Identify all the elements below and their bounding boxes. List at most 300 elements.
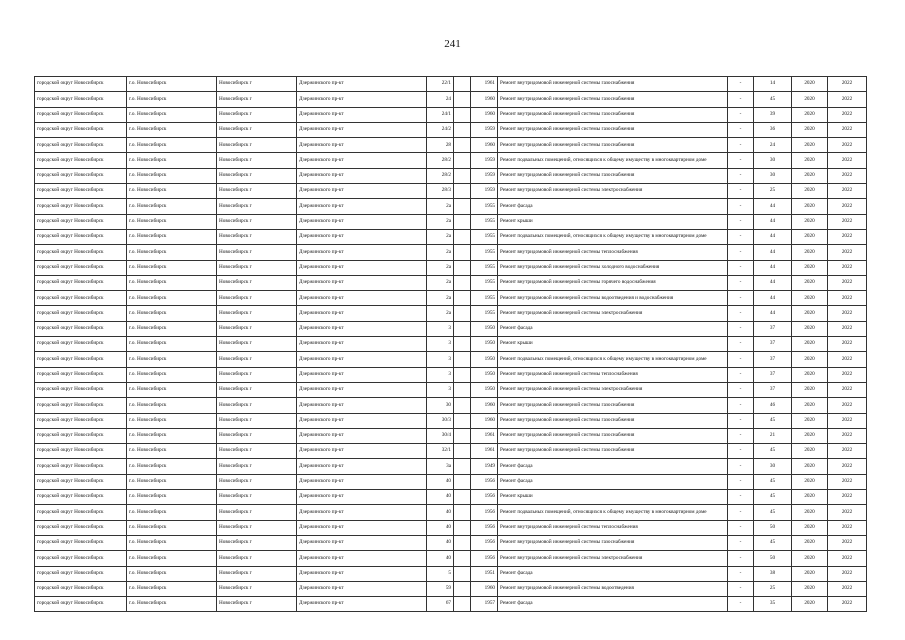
municipality-cell: городской округ Новосибирск	[35, 214, 127, 229]
end-year-cell: 2022	[828, 398, 867, 413]
locality-cell: Новосибирск г	[217, 474, 297, 489]
street-cell: Дзержинского пр-кт	[297, 382, 427, 397]
start-year-cell: 2020	[792, 321, 828, 336]
count-cell: 39	[754, 107, 792, 122]
dash-cell: -	[728, 107, 754, 122]
municipality-cell: городской округ Новосибирск	[35, 352, 127, 367]
house-number-cell: 24	[427, 92, 454, 107]
start-year-cell: 2020	[792, 138, 828, 153]
work-type-cell: Ремонт подвальных помещений, относящихся к общему имуществу в многоквартирном доме	[498, 505, 728, 520]
end-year-cell: 2022	[828, 306, 867, 321]
settlement-cell: г.о. Новосибирск	[127, 566, 217, 581]
year-built-cell: 1960	[471, 138, 498, 153]
dash-cell: -	[728, 428, 754, 443]
locality-cell: Новосибирск г	[217, 199, 297, 214]
end-year-cell: 2022	[828, 153, 867, 168]
municipality-cell: городской округ Новосибирск	[35, 505, 127, 520]
year-built-cell: 1960	[471, 92, 498, 107]
work-type-cell: Ремонт фасада	[498, 597, 728, 612]
year-built-cell: 1950	[471, 352, 498, 367]
settlement-cell: г.о. Новосибирск	[127, 352, 217, 367]
dash-cell: -	[728, 199, 754, 214]
house-number-cell: 2а	[427, 199, 454, 214]
building-cell	[454, 229, 471, 244]
count-cell: 44	[754, 260, 792, 275]
dash-cell: -	[728, 214, 754, 229]
street-cell: Дзержинского пр-кт	[297, 535, 427, 550]
locality-cell: Новосибирск г	[217, 367, 297, 382]
table-row	[35, 505, 867, 520]
street-cell: Дзержинского пр-кт	[297, 199, 427, 214]
house-number-cell: 24/2	[427, 122, 454, 137]
start-year-cell: 2020	[792, 352, 828, 367]
settlement-cell: г.о. Новосибирск	[127, 229, 217, 244]
count-cell: 30	[754, 153, 792, 168]
street-cell: Дзержинского пр-кт	[297, 444, 427, 459]
count-cell: 45	[754, 92, 792, 107]
year-built-cell: 1960	[471, 413, 498, 428]
building-cell	[454, 199, 471, 214]
count-cell: 45	[754, 474, 792, 489]
municipality-cell: городской округ Новосибирск	[35, 367, 127, 382]
settlement-cell: г.о. Новосибирск	[127, 245, 217, 260]
municipality-cell: городской округ Новосибирск	[35, 490, 127, 505]
end-year-cell: 2022	[828, 214, 867, 229]
end-year-cell: 2022	[828, 199, 867, 214]
count-cell: 44	[754, 214, 792, 229]
municipality-cell: городской округ Новосибирск	[35, 138, 127, 153]
work-type-cell: Ремонт фасада	[498, 459, 728, 474]
table-row	[35, 382, 867, 397]
house-number-cell: 3	[427, 367, 454, 382]
count-cell: 44	[754, 291, 792, 306]
table-row	[35, 566, 867, 581]
locality-cell: Новосибирск г	[217, 107, 297, 122]
house-number-cell: 3	[427, 382, 454, 397]
locality-cell: Новосибирск г	[217, 505, 297, 520]
end-year-cell: 2022	[828, 291, 867, 306]
house-number-cell: 30/4	[427, 428, 454, 443]
building-cell	[454, 551, 471, 566]
locality-cell: Новосибирск г	[217, 352, 297, 367]
building-cell	[454, 398, 471, 413]
count-cell: 25	[754, 184, 792, 199]
end-year-cell: 2022	[828, 122, 867, 137]
locality-cell: Новосибирск г	[217, 138, 297, 153]
work-type-cell: Ремонт подвальных помещений, относящихся к общему имуществу в многоквартирном доме	[498, 153, 728, 168]
end-year-cell: 2022	[828, 138, 867, 153]
year-built-cell: 1960	[471, 398, 498, 413]
dash-cell: -	[728, 352, 754, 367]
building-cell	[454, 337, 471, 352]
year-built-cell: 1955	[471, 306, 498, 321]
count-cell: 44	[754, 229, 792, 244]
year-built-cell: 1956	[471, 520, 498, 535]
street-cell: Дзержинского пр-кт	[297, 275, 427, 290]
table-row	[35, 474, 867, 489]
street-cell: Дзержинского пр-кт	[297, 566, 427, 581]
building-cell	[454, 153, 471, 168]
locality-cell: Новосибирск г	[217, 321, 297, 336]
settlement-cell: г.о. Новосибирск	[127, 306, 217, 321]
house-number-cell: 3а	[427, 459, 454, 474]
street-cell: Дзержинского пр-кт	[297, 229, 427, 244]
house-number-cell: 40	[427, 505, 454, 520]
locality-cell: Новосибирск г	[217, 428, 297, 443]
end-year-cell: 2022	[828, 505, 867, 520]
municipality-cell: городской округ Новосибирск	[35, 597, 127, 612]
table-row	[35, 214, 867, 229]
start-year-cell: 2020	[792, 245, 828, 260]
work-type-cell: Ремонт внутридомовой инженерной системы газоснабжения	[498, 107, 728, 122]
dash-cell: -	[728, 184, 754, 199]
end-year-cell: 2022	[828, 428, 867, 443]
settlement-cell: г.о. Новосибирск	[127, 367, 217, 382]
dash-cell: -	[728, 367, 754, 382]
work-type-cell: Ремонт внутридомовой инженерной системы газоснабжения	[498, 428, 728, 443]
locality-cell: Новосибирск г	[217, 566, 297, 581]
start-year-cell: 2020	[792, 444, 828, 459]
table-row	[35, 306, 867, 321]
table-row	[35, 199, 867, 214]
building-cell	[454, 581, 471, 596]
work-type-cell: Ремонт внутридомовой инженерной системы электроснабжения	[498, 382, 728, 397]
year-built-cell: 1956	[471, 505, 498, 520]
table-row	[35, 551, 867, 566]
house-number-cell: 3	[427, 352, 454, 367]
table-row	[35, 535, 867, 550]
locality-cell: Новосибирск г	[217, 260, 297, 275]
start-year-cell: 2020	[792, 505, 828, 520]
work-type-cell: Ремонт внутридомовой инженерной системы электроснабжения	[498, 306, 728, 321]
municipality-cell: городской округ Новосибирск	[35, 199, 127, 214]
start-year-cell: 2020	[792, 474, 828, 489]
dash-cell: -	[728, 597, 754, 612]
street-cell: Дзержинского пр-кт	[297, 428, 427, 443]
locality-cell: Новосибирск г	[217, 581, 297, 596]
count-cell: 24	[754, 138, 792, 153]
table-row	[35, 367, 867, 382]
settlement-cell: г.о. Новосибирск	[127, 138, 217, 153]
municipality-cell: городской округ Новосибирск	[35, 184, 127, 199]
end-year-cell: 2022	[828, 92, 867, 107]
street-cell: Дзержинского пр-кт	[297, 214, 427, 229]
municipality-cell: городской округ Новосибирск	[35, 337, 127, 352]
dash-cell: -	[728, 321, 754, 336]
dash-cell: -	[728, 505, 754, 520]
locality-cell: Новосибирск г	[217, 153, 297, 168]
municipality-cell: городской округ Новосибирск	[35, 122, 127, 137]
work-type-cell: Ремонт внутридомовой инженерной системы водоотведения	[498, 581, 728, 596]
settlement-cell: г.о. Новосибирск	[127, 551, 217, 566]
municipality-cell: городской округ Новосибирск	[35, 398, 127, 413]
locality-cell: Новосибирск г	[217, 184, 297, 199]
table-row	[35, 153, 867, 168]
street-cell: Дзержинского пр-кт	[297, 490, 427, 505]
count-cell: 35	[754, 597, 792, 612]
work-type-cell: Ремонт внутридомовой инженерной системы электроснабжения	[498, 551, 728, 566]
end-year-cell: 2022	[828, 597, 867, 612]
building-cell	[454, 245, 471, 260]
work-type-cell: Ремонт крыши	[498, 490, 728, 505]
work-type-cell: Ремонт фасада	[498, 474, 728, 489]
start-year-cell: 2020	[792, 153, 828, 168]
building-cell	[454, 138, 471, 153]
start-year-cell: 2020	[792, 551, 828, 566]
building-cell	[454, 77, 471, 92]
street-cell: Дзержинского пр-кт	[297, 520, 427, 535]
work-type-cell: Ремонт крыши	[498, 337, 728, 352]
count-cell: 30	[754, 168, 792, 183]
start-year-cell: 2020	[792, 306, 828, 321]
settlement-cell: г.о. Новосибирск	[127, 382, 217, 397]
house-number-cell: 40	[427, 490, 454, 505]
end-year-cell: 2022	[828, 260, 867, 275]
locality-cell: Новосибирск г	[217, 229, 297, 244]
count-cell: 37	[754, 367, 792, 382]
year-built-cell: 1959	[471, 168, 498, 183]
dash-cell: -	[728, 92, 754, 107]
work-type-cell: Ремонт внутридомовой инженерной системы газоснабжения	[498, 413, 728, 428]
end-year-cell: 2022	[828, 566, 867, 581]
year-built-cell: 1956	[471, 490, 498, 505]
municipality-cell: городской округ Новосибирск	[35, 535, 127, 550]
settlement-cell: г.о. Новосибирск	[127, 459, 217, 474]
settlement-cell: г.о. Новосибирск	[127, 581, 217, 596]
start-year-cell: 2020	[792, 413, 828, 428]
work-type-cell: Ремонт внутридомовой инженерной системы газоснабжения	[498, 138, 728, 153]
year-built-cell: 1955	[471, 214, 498, 229]
start-year-cell: 2020	[792, 229, 828, 244]
municipality-cell: городской округ Новосибирск	[35, 551, 127, 566]
building-cell	[454, 352, 471, 367]
year-built-cell: 1949	[471, 459, 498, 474]
table-row	[35, 184, 867, 199]
count-cell: 50	[754, 520, 792, 535]
building-cell	[454, 92, 471, 107]
work-type-cell: Ремонт внутридомовой инженерной системы водоотведения и водоснабжения	[498, 291, 728, 306]
dash-cell: -	[728, 153, 754, 168]
end-year-cell: 2022	[828, 245, 867, 260]
building-cell	[454, 505, 471, 520]
street-cell: Дзержинского пр-кт	[297, 367, 427, 382]
count-cell: 44	[754, 306, 792, 321]
municipality-cell: городской округ Новосибирск	[35, 444, 127, 459]
street-cell: Дзержинского пр-кт	[297, 107, 427, 122]
municipality-cell: городской округ Новосибирск	[35, 581, 127, 596]
building-cell	[454, 367, 471, 382]
settlement-cell: г.о. Новосибирск	[127, 168, 217, 183]
municipality-cell: городской округ Новосибирск	[35, 229, 127, 244]
settlement-cell: г.о. Новосибирск	[127, 77, 217, 92]
end-year-cell: 2022	[828, 367, 867, 382]
work-type-cell: Ремонт внутридомовой инженерной системы газоснабжения	[498, 444, 728, 459]
building-cell	[454, 597, 471, 612]
building-cell	[454, 474, 471, 489]
work-type-cell: Ремонт внутридомовой инженерной системы газоснабжения	[498, 77, 728, 92]
year-built-cell: 1957	[471, 597, 498, 612]
dash-cell: -	[728, 535, 754, 550]
settlement-cell: г.о. Новосибирск	[127, 199, 217, 214]
start-year-cell: 2020	[792, 291, 828, 306]
year-built-cell: 1950	[471, 367, 498, 382]
year-built-cell: 1956	[471, 474, 498, 489]
street-cell: Дзержинского пр-кт	[297, 168, 427, 183]
locality-cell: Новосибирск г	[217, 337, 297, 352]
house-number-cell: 2а	[427, 306, 454, 321]
end-year-cell: 2022	[828, 581, 867, 596]
house-number-cell: 5	[427, 566, 454, 581]
dash-cell: -	[728, 474, 754, 489]
count-cell: 44	[754, 245, 792, 260]
count-cell: 37	[754, 352, 792, 367]
building-cell	[454, 122, 471, 137]
municipality-cell: городской округ Новосибирск	[35, 382, 127, 397]
start-year-cell: 2020	[792, 199, 828, 214]
work-type-cell: Ремонт внутридомовой инженерной системы электроснабжения	[498, 184, 728, 199]
end-year-cell: 2022	[828, 275, 867, 290]
locality-cell: Новосибирск г	[217, 520, 297, 535]
count-cell: 44	[754, 199, 792, 214]
end-year-cell: 2022	[828, 337, 867, 352]
count-cell: 21	[754, 428, 792, 443]
work-type-cell: Ремонт внутридомовой инженерной системы газоснабжения	[498, 398, 728, 413]
count-cell: 37	[754, 321, 792, 336]
count-cell: 14	[754, 77, 792, 92]
work-type-cell: Ремонт фасада	[498, 321, 728, 336]
table-row	[35, 291, 867, 306]
house-number-cell: 2а	[427, 245, 454, 260]
table-row	[35, 122, 867, 137]
start-year-cell: 2020	[792, 107, 828, 122]
table-row	[35, 597, 867, 612]
count-cell: 50	[754, 551, 792, 566]
work-type-cell: Ремонт внутридомовой инженерной системы горячего водоснабжения	[498, 275, 728, 290]
year-built-cell: 1950	[471, 337, 498, 352]
street-cell: Дзержинского пр-кт	[297, 337, 427, 352]
house-number-cell: 40	[427, 520, 454, 535]
locality-cell: Новосибирск г	[217, 214, 297, 229]
municipality-cell: городской округ Новосибирск	[35, 168, 127, 183]
table-row	[35, 490, 867, 505]
year-built-cell: 1956	[471, 551, 498, 566]
municipality-cell: городской округ Новосибирск	[35, 275, 127, 290]
settlement-cell: г.о. Новосибирск	[127, 92, 217, 107]
municipality-cell: городской округ Новосибирск	[35, 520, 127, 535]
year-built-cell: 1960	[471, 107, 498, 122]
locality-cell: Новосибирск г	[217, 92, 297, 107]
house-number-cell: 28	[427, 138, 454, 153]
building-cell	[454, 566, 471, 581]
locality-cell: Новосибирск г	[217, 77, 297, 92]
end-year-cell: 2022	[828, 535, 867, 550]
house-number-cell: 2а	[427, 291, 454, 306]
start-year-cell: 2020	[792, 597, 828, 612]
year-built-cell: 1960	[471, 581, 498, 596]
table-row	[35, 352, 867, 367]
locality-cell: Новосибирск г	[217, 398, 297, 413]
end-year-cell: 2022	[828, 77, 867, 92]
table-row	[35, 275, 867, 290]
building-cell	[454, 444, 471, 459]
municipality-cell: городской округ Новосибирск	[35, 566, 127, 581]
street-cell: Дзержинского пр-кт	[297, 122, 427, 137]
building-cell	[454, 306, 471, 321]
settlement-cell: г.о. Новосибирск	[127, 321, 217, 336]
year-built-cell: 1961	[471, 428, 498, 443]
settlement-cell: г.о. Новосибирск	[127, 184, 217, 199]
table-row	[35, 321, 867, 336]
street-cell: Дзержинского пр-кт	[297, 245, 427, 260]
end-year-cell: 2022	[828, 168, 867, 183]
settlement-cell: г.о. Новосибирск	[127, 413, 217, 428]
end-year-cell: 2022	[828, 382, 867, 397]
start-year-cell: 2020	[792, 566, 828, 581]
count-cell: 45	[754, 490, 792, 505]
house-number-cell: 67	[427, 597, 454, 612]
table-row	[35, 77, 867, 92]
building-cell	[454, 535, 471, 550]
count-cell: 45	[754, 444, 792, 459]
settlement-cell: г.о. Новосибирск	[127, 122, 217, 137]
locality-cell: Новосибирск г	[217, 122, 297, 137]
street-cell: Дзержинского пр-кт	[297, 459, 427, 474]
end-year-cell: 2022	[828, 229, 867, 244]
start-year-cell: 2020	[792, 92, 828, 107]
street-cell: Дзержинского пр-кт	[297, 138, 427, 153]
dash-cell: -	[728, 413, 754, 428]
page-number: 241	[444, 38, 461, 50]
settlement-cell: г.о. Новосибирск	[127, 291, 217, 306]
year-built-cell: 1955	[471, 260, 498, 275]
work-type-cell: Ремонт внутридомовой инженерной системы газоснабжения	[498, 168, 728, 183]
locality-cell: Новосибирск г	[217, 306, 297, 321]
count-cell: 44	[754, 275, 792, 290]
municipality-cell: городской округ Новосибирск	[35, 92, 127, 107]
start-year-cell: 2020	[792, 77, 828, 92]
dash-cell: -	[728, 566, 754, 581]
start-year-cell: 2020	[792, 428, 828, 443]
street-cell: Дзержинского пр-кт	[297, 321, 427, 336]
start-year-cell: 2020	[792, 260, 828, 275]
dash-cell: -	[728, 77, 754, 92]
end-year-cell: 2022	[828, 413, 867, 428]
house-number-cell: 2а	[427, 275, 454, 290]
house-number-cell: 2а	[427, 260, 454, 275]
end-year-cell: 2022	[828, 490, 867, 505]
work-type-cell: Ремонт крыши	[498, 214, 728, 229]
capital-repair-register-table	[34, 76, 867, 612]
year-built-cell: 1961	[471, 444, 498, 459]
street-cell: Дзержинского пр-кт	[297, 306, 427, 321]
dash-cell: -	[728, 245, 754, 260]
house-number-cell: 32/1	[427, 444, 454, 459]
dash-cell: -	[728, 260, 754, 275]
year-built-cell: 1951	[471, 566, 498, 581]
count-cell: 38	[754, 566, 792, 581]
street-cell: Дзержинского пр-кт	[297, 398, 427, 413]
table-row	[35, 398, 867, 413]
house-number-cell: 3	[427, 337, 454, 352]
table-row	[35, 520, 867, 535]
house-number-cell: 40	[427, 535, 454, 550]
house-number-cell: 40	[427, 551, 454, 566]
building-cell	[454, 459, 471, 474]
municipality-cell: городской округ Новосибирск	[35, 291, 127, 306]
settlement-cell: г.о. Новосибирск	[127, 505, 217, 520]
work-type-cell: Ремонт фасада	[498, 199, 728, 214]
municipality-cell: городской округ Новосибирск	[35, 428, 127, 443]
